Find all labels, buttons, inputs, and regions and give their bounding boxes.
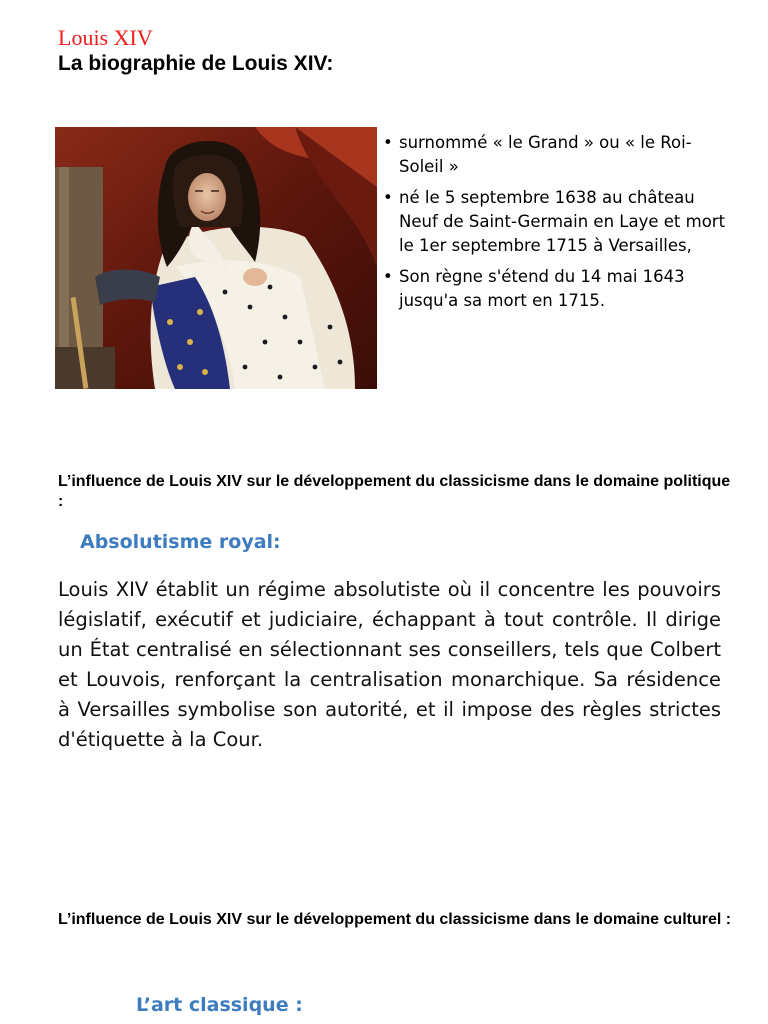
bullet-icon: • (383, 133, 393, 152)
list-item (383, 131, 733, 179)
document-label: Louis XIV (58, 25, 153, 50)
biography-list (383, 131, 733, 320)
bullet-icon: • (383, 188, 393, 207)
cultural-subheading: L’art classique : (136, 994, 303, 1016)
political-paragraph: Louis XIV établit un régime absolutiste où il concentre les pouvoirs législatif, exécutif et judiciaire, échappant à tout contrôle. Il dirige un État centralisé en sélectionnant ses conseillers, tels que Colbert et Louvois, renforçant la centralisation monarchique. Sa résidence à Versailles symbolise son autorité, et il impose des règles strictes d'étiquette à la Cour. (58, 578, 721, 751)
cultural-section-heading: L’influence de Louis XIV sur le développement du classicisme dans le domaine culturel : (58, 911, 732, 928)
bullet-icon: • (383, 267, 393, 286)
list-item-text: né le 5 septembre 1638 au château Neuf de Saint-Germain en Laye et mort le 1er septembre 1715 à Versailles, (399, 188, 726, 255)
list-item (383, 186, 733, 258)
list-item-text: Son règne s'étend du 14 mai 1643 jusqu'a sa mort en 1715. (399, 267, 685, 310)
list-item (383, 265, 733, 313)
political-subheading: Absolutisme royal: (80, 531, 281, 553)
page-title: La biographie de Louis XIV: (58, 52, 334, 75)
louis-xiv-portrait (55, 127, 377, 389)
political-section-heading: L’influence de Louis XIV sur le développement du classicisme dans le domaine politique : (58, 473, 731, 510)
list-item-text: surnommé « le Grand » ou « le Roi-Soleil » (399, 133, 692, 176)
